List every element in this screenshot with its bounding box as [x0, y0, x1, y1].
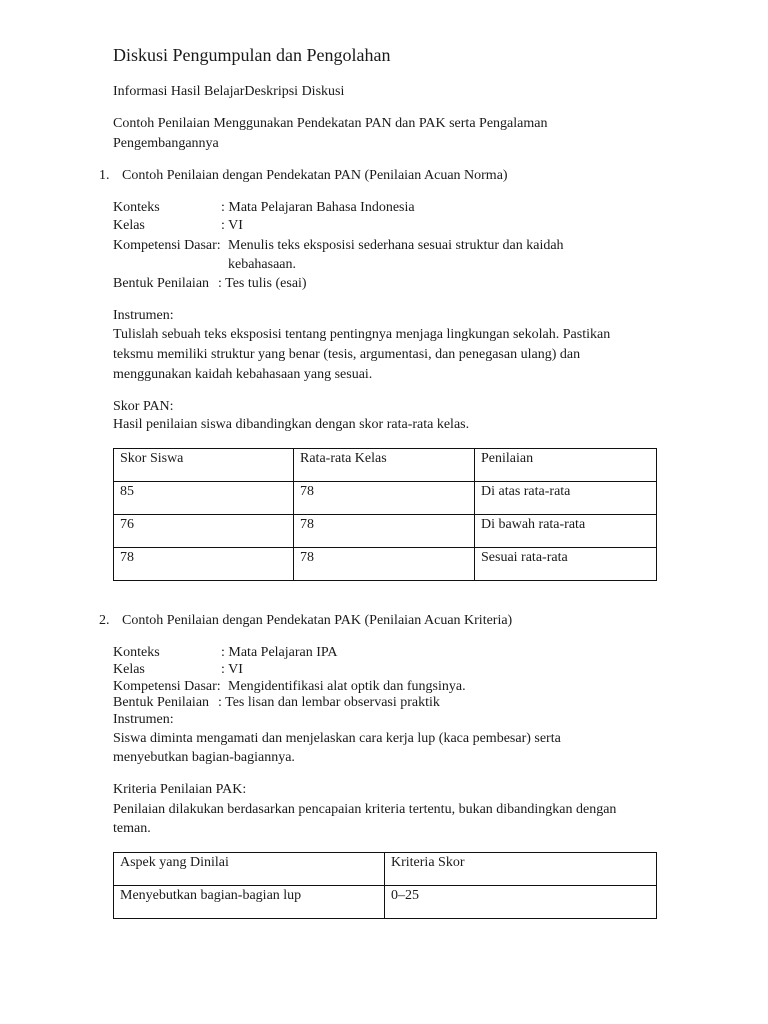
- bentuk-penilaian-value: : Tes tulis (esai): [218, 276, 307, 291]
- bentuk-penilaian-label: Bentuk Penilaian: [113, 276, 210, 291]
- kompetensi-dasar-label: Kompetensi Dasar:: [113, 679, 221, 694]
- table-row: [114, 482, 657, 515]
- instrumen-line: menyebutkan bagian-bagiannya.: [113, 750, 295, 765]
- kriteria-pak-label: Kriteria Penilaian PAK:: [113, 782, 247, 797]
- table-cell: Sesuai rata-rata: [475, 548, 657, 581]
- pan-score-table: [113, 448, 657, 581]
- table-header-cell: Rata-rata Kelas: [294, 449, 475, 482]
- konteks-value: : Mata Pelajaran IPA: [221, 645, 338, 660]
- bentuk-penilaian-label: Bentuk Penilaian: [113, 695, 210, 710]
- instrumen-line: teksmu memiliki struktur yang benar (tesis, argumentasi, dan penegasan ulang) dan: [113, 347, 581, 362]
- table-cell: Di bawah rata-rata: [475, 515, 657, 548]
- section-1-heading: Contoh Penilaian dengan Pendekatan PAN (Penilaian Acuan Norma): [122, 168, 508, 183]
- table-cell: 78: [294, 515, 475, 548]
- table-row: [114, 548, 657, 581]
- instrumen-label: Instrumen:: [113, 308, 174, 323]
- intro-line-1: Contoh Penilaian Menggunakan Pendekatan PAN dan PAK serta Pengalaman: [113, 116, 548, 131]
- table-header-row: [114, 853, 657, 886]
- intro-line-2: Pengembangannya: [113, 136, 219, 151]
- kelas-value: : VI: [221, 218, 243, 233]
- page-title: Diskusi Pengumpulan dan Pengolahan: [113, 45, 391, 65]
- kompetensi-dasar-label: Kompetensi Dasar:: [113, 238, 221, 253]
- pak-criteria-table: [113, 852, 657, 919]
- table-cell: Di atas rata-rata: [475, 482, 657, 515]
- kriteria-line: Penilaian dilakukan berdasarkan pencapaian kriteria tertentu, bukan dibandingkan dengan: [113, 802, 617, 817]
- instrumen-label: Instrumen:: [113, 712, 174, 727]
- table-row: [114, 886, 657, 919]
- kriteria-line: teman.: [113, 821, 151, 836]
- table-cell: 78: [294, 548, 475, 581]
- skor-pan-label: Skor PAN:: [113, 399, 174, 414]
- table-row: [114, 515, 657, 548]
- kelas-label: Kelas: [113, 218, 145, 233]
- kompetensi-dasar-value: Mengidentifikasi alat optik dan fungsinya.: [228, 679, 466, 694]
- table-cell: 76: [114, 515, 294, 548]
- konteks-value: : Mata Pelajaran Bahasa Indonesia: [221, 200, 415, 215]
- table-header-cell: Penilaian: [475, 449, 657, 482]
- table-header-row: [114, 449, 657, 482]
- table-cell: 85: [114, 482, 294, 515]
- kompetensi-dasar-value-2: kebahasaan.: [228, 257, 297, 272]
- table-header-cell: Skor Siswa: [114, 449, 294, 482]
- kelas-value: : VI: [221, 662, 243, 677]
- table-cell: 0–25: [385, 886, 657, 919]
- instrumen-line: menggunakan kaidah kebahasaan yang sesuai.: [113, 367, 373, 382]
- section-2-heading: Contoh Penilaian dengan Pendekatan PAK (Penilaian Acuan Kriteria): [122, 613, 513, 628]
- kompetensi-dasar-value-1: Menulis teks eksposisi sederhana sesuai struktur dan kaidah: [228, 238, 564, 253]
- section-2-number: 2.: [99, 613, 110, 628]
- instrumen-line: Tulislah sebuah teks eksposisi tentang pentingnya menjaga lingkungan sekolah. Pastikan: [113, 327, 611, 342]
- table-header-cell: Aspek yang Dinilai: [114, 853, 385, 886]
- konteks-label: Konteks: [113, 200, 160, 215]
- skor-pan-description: Hasil penilaian siswa dibandingkan dengan skor rata-rata kelas.: [113, 417, 470, 432]
- table-cell: 78: [294, 482, 475, 515]
- table-header-cell: Kriteria Skor: [385, 853, 657, 886]
- konteks-label: Konteks: [113, 645, 160, 660]
- page-subtitle: Informasi Hasil BelajarDeskripsi Diskusi: [113, 84, 345, 99]
- section-1-number: 1.: [99, 168, 110, 183]
- kelas-label: Kelas: [113, 662, 145, 677]
- table-cell: 78: [114, 548, 294, 581]
- table-cell: Menyebutkan bagian-bagian lup: [114, 886, 385, 919]
- instrumen-line: Siswa diminta mengamati dan menjelaskan cara kerja lup (kaca pembesar) serta: [113, 731, 561, 746]
- bentuk-penilaian-value: : Tes lisan dan lembar observasi praktik: [218, 695, 440, 710]
